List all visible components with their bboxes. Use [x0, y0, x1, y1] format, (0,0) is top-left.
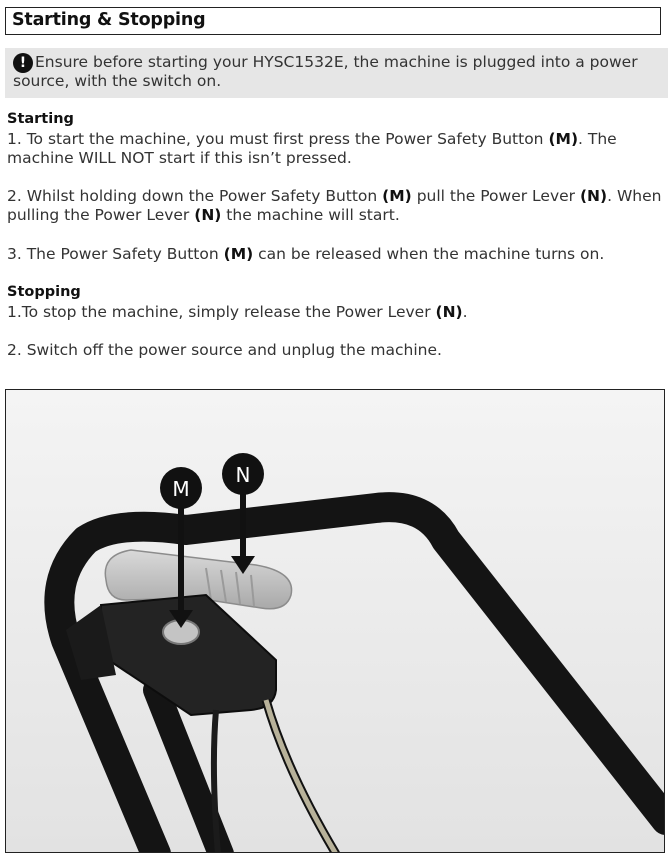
mower-handle-illustration — [6, 390, 665, 853]
notice-banner — [5, 48, 668, 98]
stopping-step-1: 1.To stop the machine, simply release the Power Lever (N). — [7, 303, 468, 321]
stopping-heading: Stopping — [7, 284, 81, 300]
label-n: N — [235, 463, 251, 487]
starting-step-3: 3. The Power Safety Button (M) can be released when the machine turns on. — [7, 245, 605, 263]
starting-heading: Starting — [7, 111, 74, 127]
page-title: Starting & Stopping — [12, 10, 206, 30]
starting-step-1: 1. To start the machine, you must first press the Power Safety Button (M). The machine WILL NOT start if this isn’t pressed. — [7, 130, 617, 167]
exclamation-icon: ! — [13, 53, 33, 73]
section-title-box — [5, 7, 661, 35]
notice-text: Ensure before starting your HYSC1532E, the machine is plugged into a power source, with the switch on. — [13, 53, 638, 90]
stopping-step-2: 2. Switch off the power source and unplug the machine. — [7, 341, 442, 359]
mower-handle-photo — [5, 389, 665, 853]
label-m: M — [172, 477, 190, 501]
starting-step-2: 2. Whilst holding down the Power Safety Button (M) pull the Power Lever (N). When pulling the Power Lever (N) the machine will start. — [7, 187, 662, 224]
